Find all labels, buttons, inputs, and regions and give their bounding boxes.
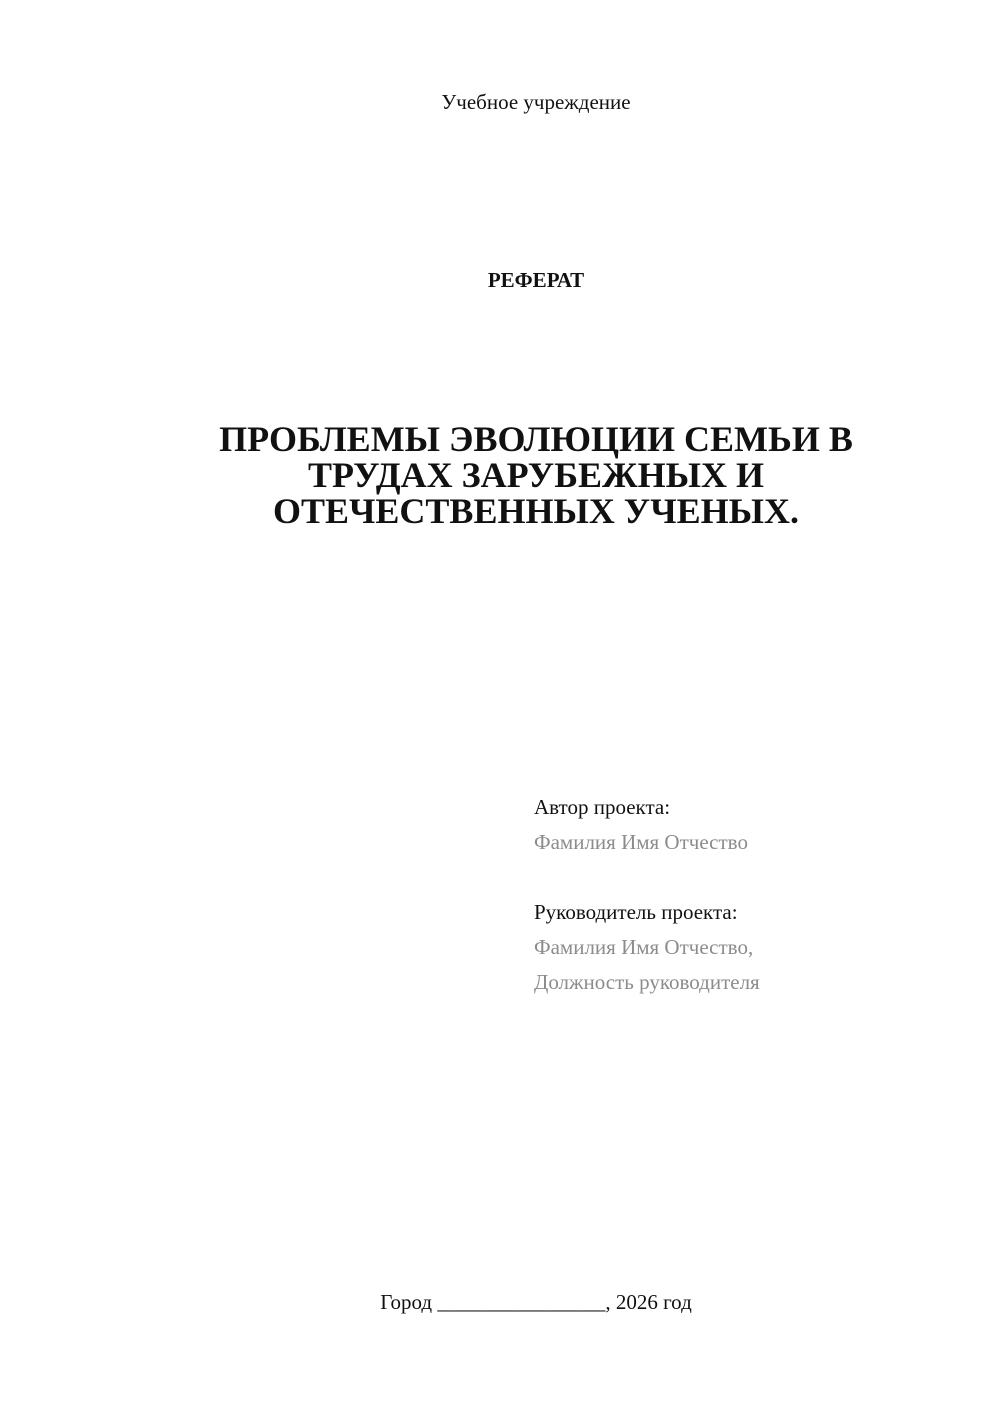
credits-spacer [534, 860, 974, 895]
author-label: Автор проекта: [534, 795, 671, 819]
author-name-placeholder: Фамилия Имя Отчество [534, 830, 748, 854]
institution-name: Учебное учреждение [441, 90, 631, 114]
supervisor-label: Руководитель проекта: [534, 900, 738, 924]
supervisor-name-placeholder: Фамилия Имя Отчество, [534, 935, 754, 959]
document-title-line: ПРОБЛЕМЫ ЭВОЛЮЦИИ СЕМЬИ В [219, 419, 853, 459]
supervisor-position-placeholder: Должность руководителя [534, 970, 760, 994]
document-title [160, 421, 912, 529]
city-year-line: Город ________________, 2026 год [380, 1290, 692, 1314]
document-title-line: ТРУДАХ ЗАРУБЕЖНЫХ И [308, 455, 764, 495]
document-type: РЕФЕРАТ [487, 268, 585, 292]
document-title-line: ОТЕЧЕСТВЕННЫХ УЧЕНЫХ. [272, 491, 800, 531]
credits-block [534, 790, 974, 1000]
